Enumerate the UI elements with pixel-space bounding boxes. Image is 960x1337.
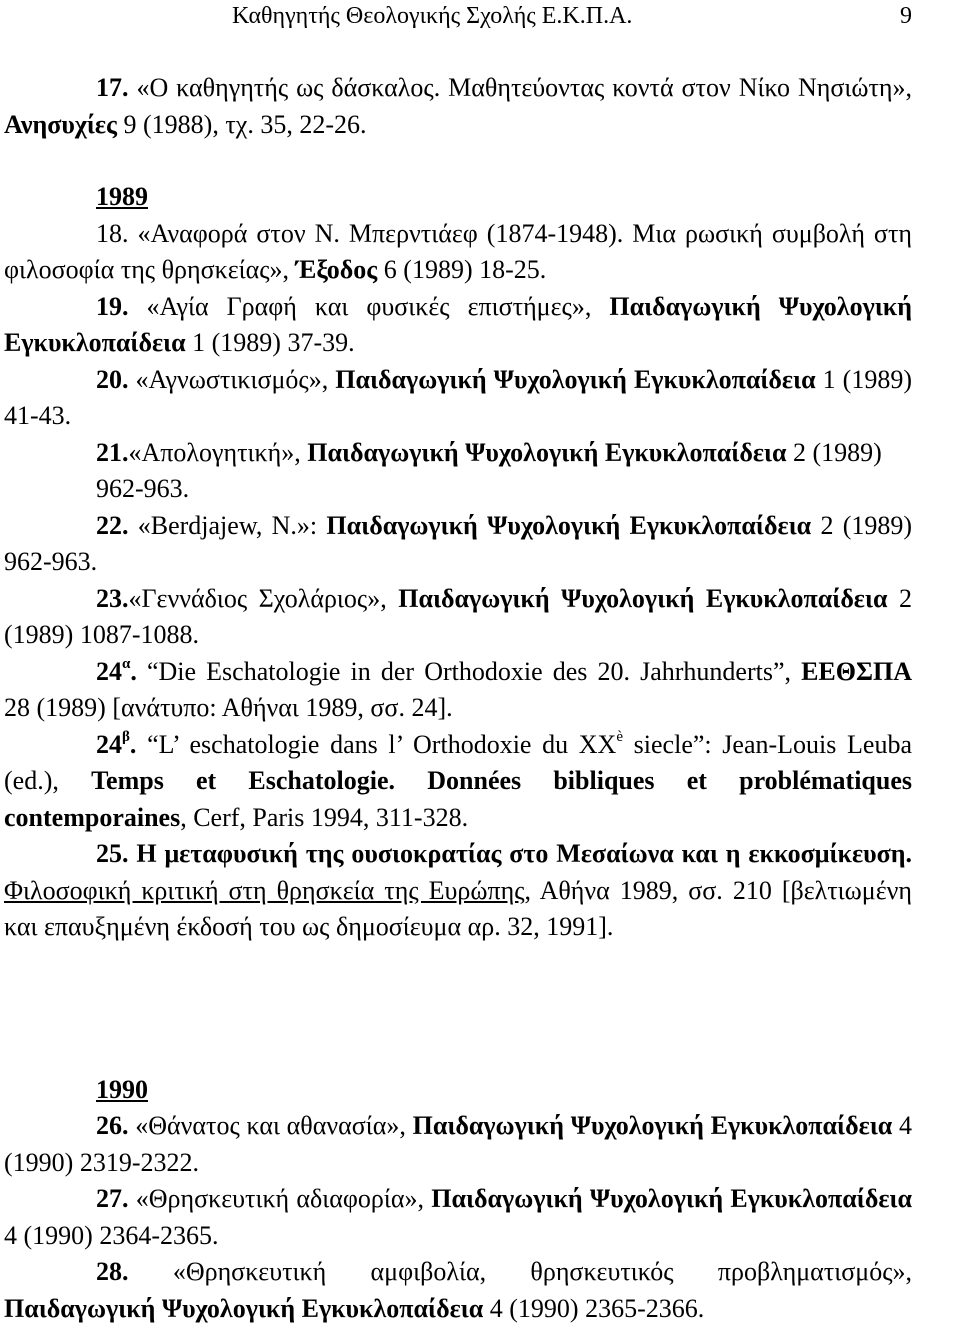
- entry-24b: [4, 727, 912, 837]
- running-title: Καθηγητής Θεολογικής Σχολής Ε.Κ.Π.Α.: [232, 3, 633, 29]
- entry-number-dot: .: [130, 656, 137, 686]
- entry-26: [4, 1108, 912, 1181]
- entry-details: 6 (1989) 18-25.: [377, 255, 547, 284]
- entry-title: «Γεννάδιος Σχολάριος»,: [128, 583, 399, 613]
- entry-title: “Die Eschatologie in der Orthodoxie des 20. Jahrhunderts”,: [136, 656, 802, 686]
- book-title: Temps et Eschatologie. Données bibliques et problématiques contemporaines: [4, 766, 913, 832]
- entry-17: [4, 70, 912, 143]
- entry-number: 27.: [96, 1184, 129, 1213]
- entry-title: «Αγνωστικισμός»,: [128, 364, 336, 394]
- journal-name: Παιδαγωγική Ψυχολογική Εγκυκλοπαίδεια: [4, 291, 912, 357]
- entry-details: 9 (1988), τχ. 35, 22-26.: [117, 109, 367, 139]
- entry-title: «Αναφορά στον Ν. Μπερντιάεφ (1874-1948). Μια ρωσική συμβολή στη φιλοσοφία της θρησκείας»,: [4, 218, 912, 284]
- entry-title: «Απολογητική»,: [128, 437, 308, 467]
- journal-name: Ανησυχίες: [4, 109, 118, 139]
- entry-details: , Αθήνα 1989, σσ. 210 [βελτιωμένη και επαυξημένη έκδοσή του ως δημοσίευμα αρ. 32, 1991].: [4, 875, 912, 941]
- entry-20: [4, 362, 912, 435]
- entry-title: «Θρησκευτική αμφιβολία, θρησκευτικός προβληματισμός»,: [128, 1257, 912, 1286]
- entry-number: 24: [96, 729, 122, 759]
- entry-number: 24: [96, 656, 122, 686]
- entry-details: 28 (1989) [ανάτυπο: Αθήναι 1989, σσ. 24].: [4, 693, 453, 722]
- entry-title: «Αγία Γραφή και φυσικές επιστήμες»,: [128, 291, 610, 321]
- entry-details: 2 (1989) 962-963.: [4, 510, 913, 576]
- entry-superscript: β: [122, 728, 130, 745]
- page-number: 9: [900, 3, 912, 29]
- entry-24a: [4, 654, 912, 727]
- entry-18: [4, 216, 912, 289]
- entry-superscript: α: [122, 655, 131, 672]
- entry-number: 26.: [96, 1111, 129, 1140]
- entry-19: [4, 289, 912, 362]
- entry-title: «Θρησκευτική αδιαφορία»,: [128, 1184, 432, 1213]
- entry-details: 4 (1990) 2319-2322.: [4, 1111, 912, 1177]
- entry-number: 25.: [96, 839, 129, 868]
- entry-number: 23.: [96, 583, 129, 613]
- entry-details: 2 (1989) 1087-1088.: [4, 583, 913, 649]
- journal-name: Παιδαγωγική Ψυχολογική Εγκυκλοπαίδεια: [4, 1293, 484, 1323]
- entry-title: «Ο καθηγητής ως δάσκαλος. Μαθητεύοντας κοντά στον Νίκο Νησιώτη»,: [128, 73, 912, 102]
- entry-23: [4, 581, 912, 654]
- entry-25: [4, 836, 912, 946]
- entry-number: 18.: [96, 218, 129, 248]
- year-heading-1989: 1989: [96, 182, 148, 211]
- entry-21-pages: 962-963.: [96, 474, 190, 503]
- entry-number: 22.: [96, 510, 129, 540]
- entry-number: 21.: [96, 437, 129, 467]
- entry-number: 17.: [96, 73, 129, 102]
- bibliography-content: [4, 70, 912, 1327]
- spacer: [4, 946, 912, 1072]
- entry-number-dot: .: [129, 729, 137, 759]
- journal-name: Έξοδος: [295, 255, 378, 284]
- journal-name: ΕΕΘΣΠΑ: [801, 656, 912, 686]
- entry-title-cont: siecle”: Jean-Louis Leuba (ed.),: [4, 729, 912, 795]
- spacer: [4, 143, 912, 179]
- entry-title: «Berdjajew, N.»:: [128, 510, 327, 540]
- entry-details: 4 (1990) 2365-2366.: [483, 1293, 705, 1323]
- book-title: Η μεταφυσική της ουσιοκρατίας στο Μεσαίωνα και η εκκοσμίκευση.: [128, 839, 912, 868]
- entry-number: 19.: [96, 291, 129, 321]
- year-heading-1990: 1990: [96, 1074, 148, 1104]
- entry-details: 1 (1989) 41-43.: [4, 364, 912, 430]
- page-header: [0, 3, 960, 33]
- journal-name: Παιδαγωγική Ψυχολογική Εγκυκλοπαίδεια: [398, 583, 888, 613]
- entry-number: 20.: [96, 364, 129, 394]
- entry-title: «Θάνατος και αθανασία»,: [128, 1111, 413, 1140]
- entry-21: [4, 435, 912, 472]
- entry-details: , Cerf, Paris 1994, 311-328.: [180, 802, 469, 832]
- entry-22: [4, 508, 912, 581]
- entry-28: [4, 1254, 912, 1327]
- title-superscript: è: [616, 728, 624, 745]
- entry-details: 4 (1990) 2364-2365.: [4, 1220, 219, 1250]
- journal-name: Παιδαγωγική Ψυχολογική Εγκυκλοπαίδεια: [307, 437, 787, 467]
- journal-name: Παιδαγωγική Ψυχολογική Εγκυκλοπαίδεια: [431, 1184, 912, 1213]
- entry-details: 2 (1989): [786, 437, 882, 467]
- journal-name: Παιδαγωγική Ψυχολογική Εγκυκλοπαίδεια: [412, 1111, 893, 1140]
- entry-details: 1 (1989) 37-39.: [185, 328, 355, 357]
- book-subtitle: Φιλοσοφική κριτική στη θρησκεία της Ευρώπης: [4, 875, 525, 905]
- entry-number: 28.: [96, 1257, 129, 1286]
- entry-title: “L’ eschatologie dans l’ Orthodoxie du XX: [136, 729, 617, 759]
- entry-27: [4, 1181, 912, 1254]
- journal-name: Παιδαγωγική Ψυχολογική Εγκυκλοπαίδεια: [326, 510, 812, 540]
- journal-name: Παιδαγωγική Ψυχολογική Εγκυκλοπαίδεια: [335, 364, 816, 394]
